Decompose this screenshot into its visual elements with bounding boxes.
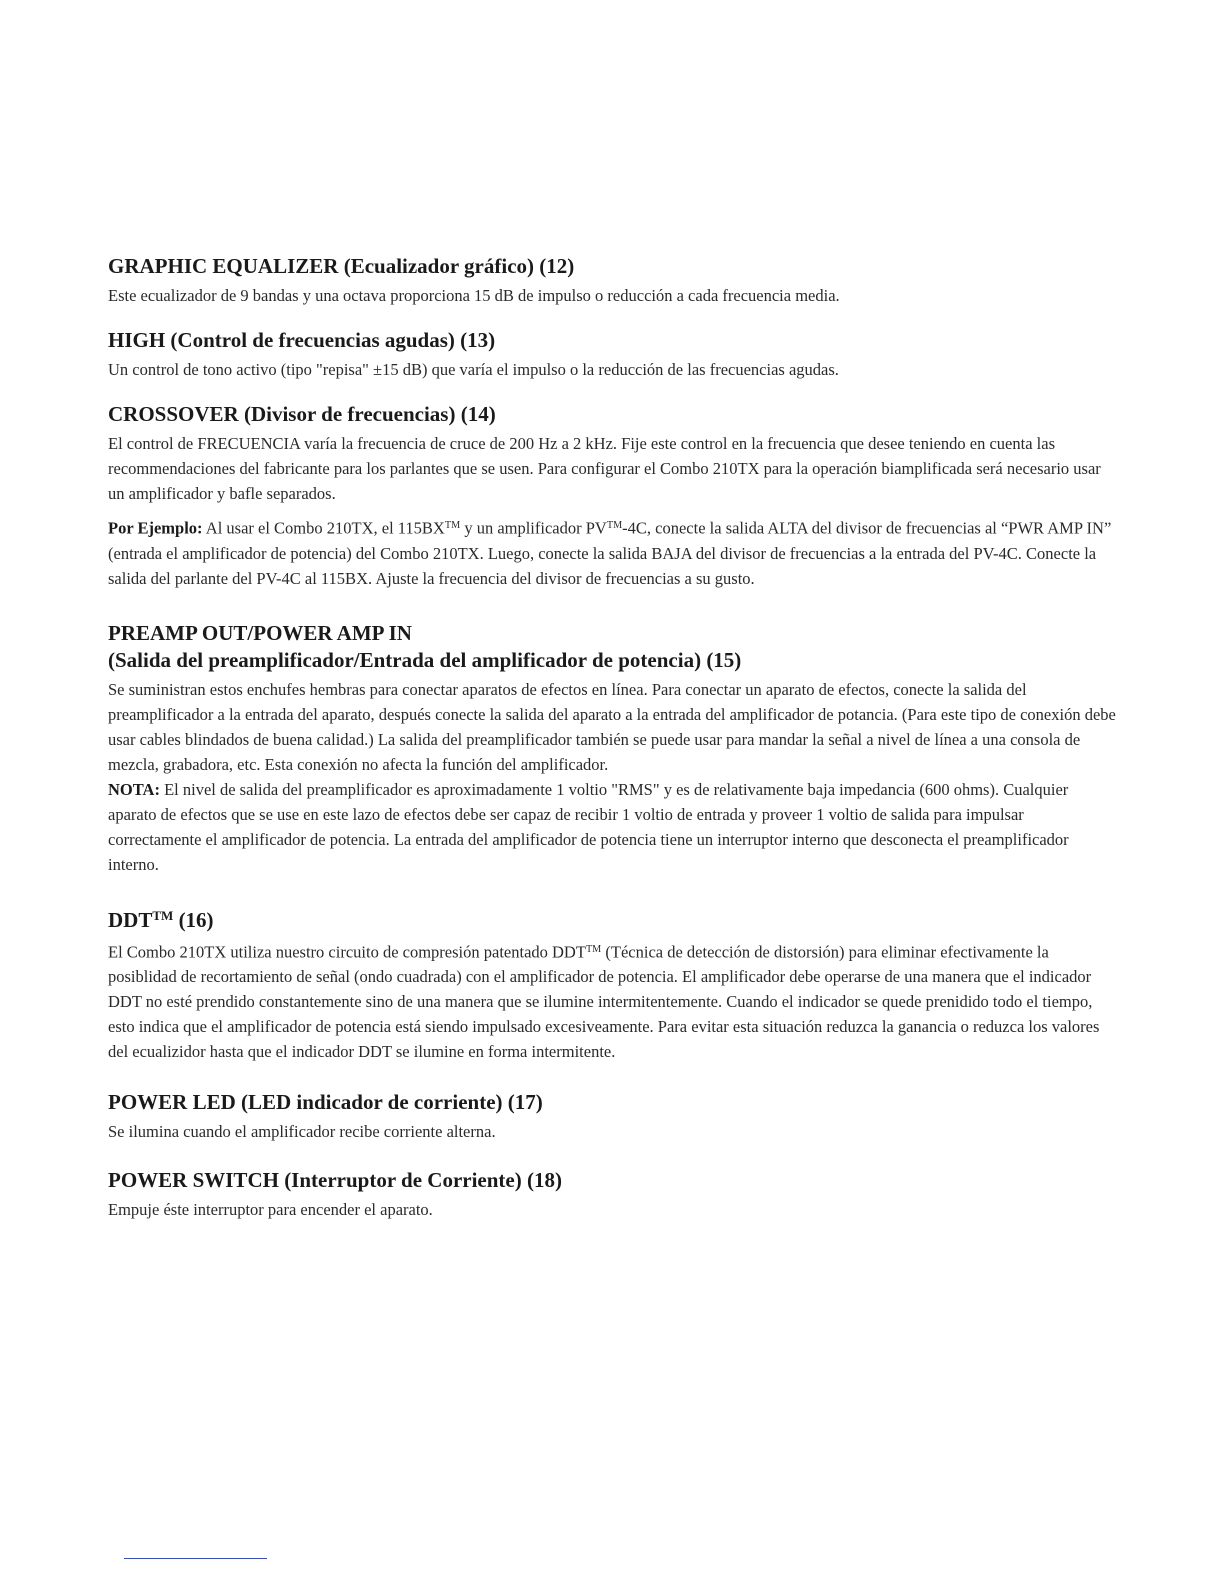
footnote-divider — [124, 1558, 267, 1559]
example-text: Al usar el Combo 210TX, el 115BX — [202, 518, 445, 538]
document-page — [108, 254, 1118, 1242]
section-body: El control de FRECUENCIA varía la frecuencia de cruce de 200 Hz a 2 kHz. Fije este control en la frecuencia que desee teniendo en cuenta las recommendaciones del fabricante para los parlantes que se usen. Para configurar el Combo 210TX para la operación biamplificada será necesario usar un amplificador y bafle separados. — [108, 434, 1101, 503]
body-text: El Combo 210TX utiliza nuestro circuito de compresión patentado DDT — [108, 942, 586, 962]
section-body: Empuje éste interruptor para encender el aparato. — [108, 1200, 433, 1220]
trademark-mark: TM — [444, 520, 461, 531]
example-text: -4C, conecte la salida ALTA del divisor de frecuencias al “PWR AMP IN” (entrada el amplificador de potencia) del Combo 210TX. Luego, conecte la salida BAJA del divisor de frecuencias a la entrada del PV-4C. Conecte la salida del parlante del PV-4C al 115BX. Ajuste la frecuencia del divisor de frecuencias a su gusto. — [108, 518, 1112, 588]
section-body: Se ilumina cuando el amplificador recibe corriente alterna. — [108, 1122, 496, 1142]
example-text: y un amplificador PV — [460, 518, 607, 538]
section-crossover — [108, 402, 1118, 591]
example-label: Por Ejemplo: — [108, 518, 203, 538]
section-high — [108, 328, 1118, 382]
heading-text: (16) — [173, 907, 214, 932]
section-heading: GRAPHIC EQUALIZER (Ecualizador gráfico) (12) — [108, 254, 575, 278]
trademark-mark: TM — [152, 907, 174, 923]
note-label: NOTA: — [108, 779, 160, 799]
section-heading — [108, 903, 1118, 933]
section-subheading: (Salida del preamplificador/Entrada del amplificador de potencia) (15) — [108, 647, 742, 672]
section-heading: CROSSOVER (Divisor de frecuencias) (14) — [108, 402, 496, 426]
section-graphic-equalizer — [108, 254, 1118, 308]
section-body: Se suministran estos enchufes hembras para conectar aparatos de efectos en línea. Para conectar un aparato de efectos, conecte la salida del preamplificador a la entrada del aparato, después conecte la salida del aparato a la entrada del amplificador de potancia. (Para este tipo de conexión debe usar cables blindados de buena calidad.) La salida del preamplificador también se puede usar para mandar la señal a nivel de línea a una consola de mezcla, grabadora, etc. Esta conexión no afecta la función del amplificador. — [108, 679, 1116, 774]
body-text: (Técnica de detección de distorsión) para eliminar efectivamente la posiblidad de recortamiento de señal (ondo cuadrada) con el amplificador de potencia. El amplificador debe operarse de una manera que el indicador DDT no esté prendido constantemente sino de una manera que se ilumine intermitentemente. Cuando el indicador se quede prenidido todo el tiempo, esto indica que el amplificador de potencia está siendo impulsado excesiveamente. Para evitar esta situación reduzca la ganancia o reduzca los valores del ecualizidor hasta que el indicador DDT se ilumine en forma intermitente. — [108, 942, 1100, 1062]
section-ddt — [108, 903, 1118, 1065]
trademark-mark: TM — [585, 943, 602, 955]
section-heading: POWER SWITCH (Interruptor de Corriente) (18) — [108, 1168, 562, 1193]
note-paragraph — [108, 777, 1118, 877]
trademark-mark: TM — [606, 520, 623, 531]
section-heading: HIGH (Control de frecuencias agudas) (13) — [108, 328, 496, 352]
section-heading: PREAMP OUT/POWER AMP IN — [108, 620, 412, 645]
note-text: El nivel de salida del preamplificador es aproximadamente 1 voltio "RMS" y es de relativamente baja impedancia (600 ohms). Cualquier aparato de efectos que se use en este lazo de efectos debe ser capaz de recibir 1 voltio de entrada y proveer 1 voltio de salida para impulsar correctamente el amplificador de potencia. La entrada del amplificador de potencia tiene un interruptor interno que desconecta el preamplificador interno. — [108, 779, 1069, 874]
section-body — [108, 937, 1118, 1065]
section-preamp-out — [108, 621, 1118, 877]
section-power-switch — [108, 1168, 1118, 1222]
heading-text: DDT — [108, 907, 153, 932]
section-body: Un control de tono activo (tipo "repisa" ±15 dB) que varía el impulso o la reducción de las frecuencias agudas. — [108, 360, 839, 379]
example-paragraph — [108, 513, 1118, 591]
section-body: Este ecualizador de 9 bandas y una octava proporciona 15 dB de impulso o reducción a cada frecuencia media. — [108, 286, 840, 305]
section-heading: POWER LED (LED indicador de corriente) (17) — [108, 1090, 543, 1115]
section-power-led — [108, 1090, 1118, 1144]
